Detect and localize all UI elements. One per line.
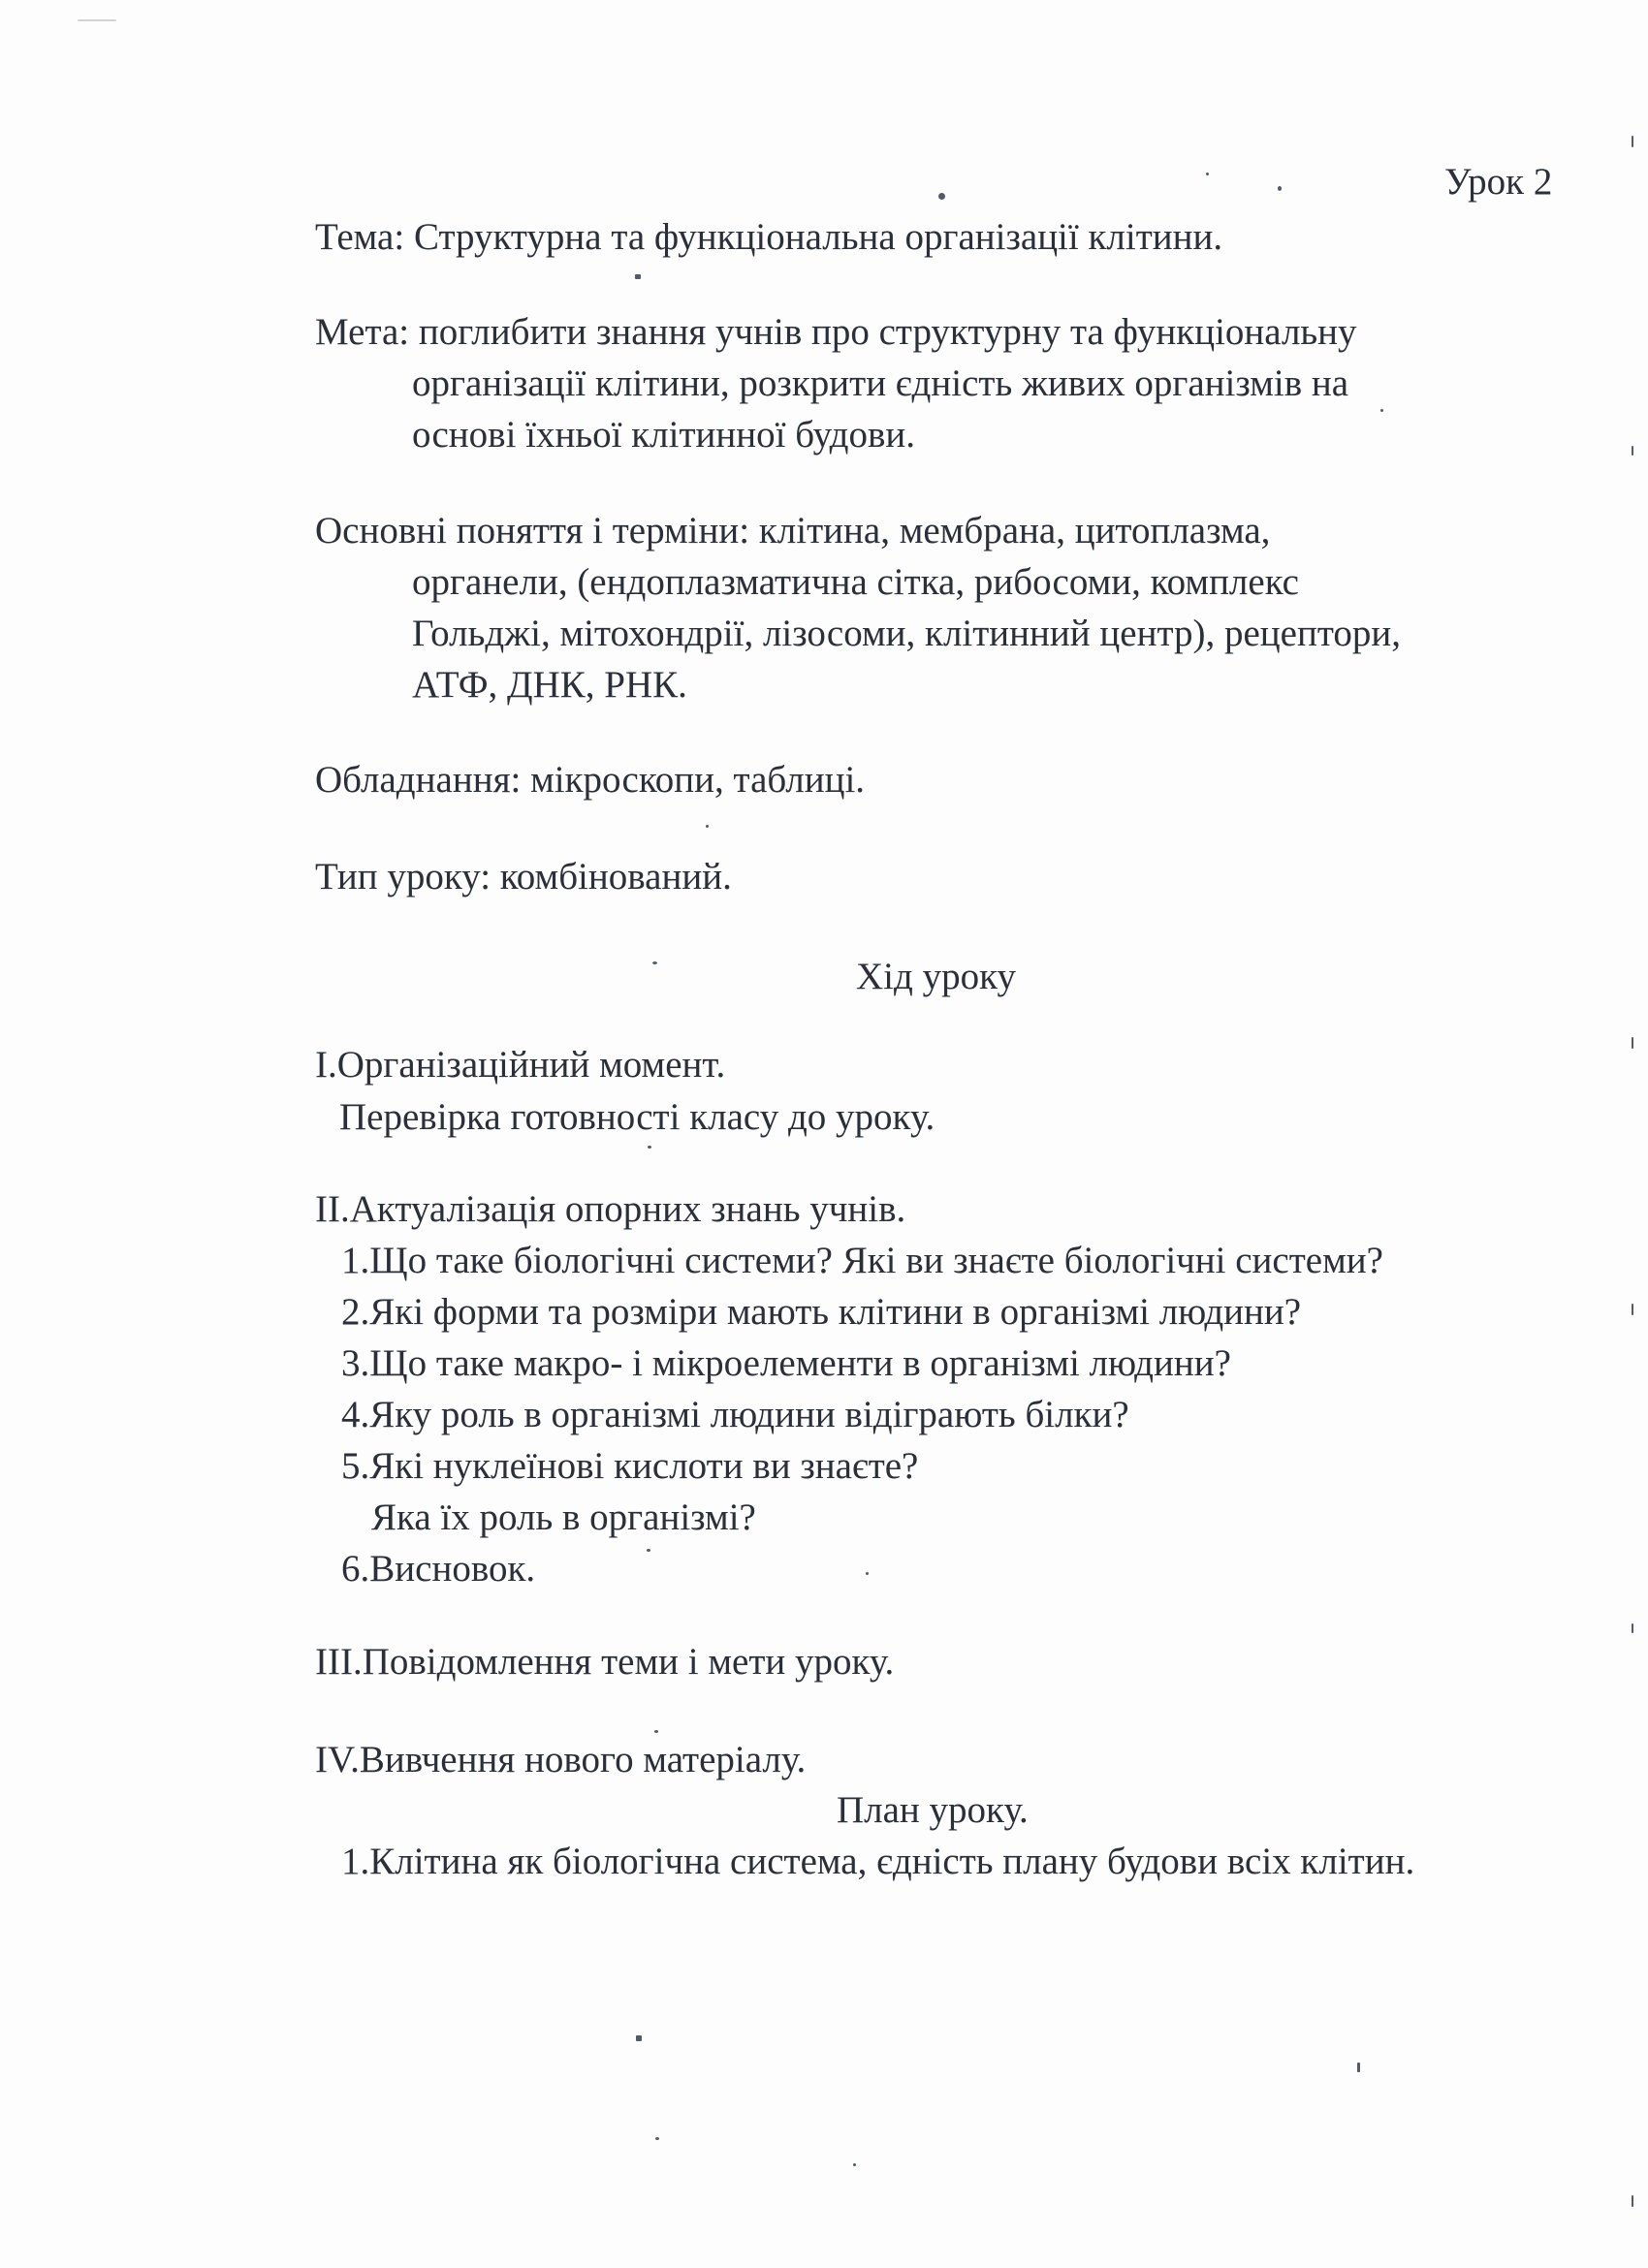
goal-line: Мета: поглибити знання учнів про структурну та функціональну [315,311,1357,353]
scan-speck [648,1146,651,1149]
scan-speck [1632,1037,1633,1049]
question-item: Яка їх роль в організмі? [371,1496,756,1538]
lesson-topic: Тема: Структурна та функціональна організації клітини. [315,216,1223,258]
scan-speck [1632,1304,1633,1315]
scan-speck [1206,173,1209,175]
question-item: 3.Що таке макро- і мікроелементи в організмі людини? [341,1342,1231,1384]
question-item: 6.Висновок. [341,1548,536,1590]
question-item: 4.Яку роль в організмі людини відіграють білки? [341,1394,1129,1435]
section-title: IV.Вивчення нового матеріалу. [315,1739,807,1780]
course-heading: Хід уроку [856,956,1016,997]
scan-speck [1632,446,1633,456]
scan-speck [1632,136,1633,147]
scan-speck [1380,409,1383,412]
section-title: III.Повідомлення теми і мети уроку. [315,1641,895,1683]
concepts-line: органели, (ендоплазматична сітка, рибосоми, комплекс [412,561,1299,603]
scan-speck [636,2035,642,2041]
section-title: II.Актуалізація опорних знань учнів. [315,1188,906,1230]
scan-speck [647,1549,650,1552]
concepts-line: Основні поняття і терміни: клітина, мембрана, цитоплазма, [315,510,1271,551]
question-item: 1.Що таке біологічні системи? Які ви знаєте біологічні системи? [341,1240,1383,1281]
scan-speck [635,274,641,279]
scan-speck [655,2137,659,2140]
equipment-line: Обладнання: мікроскопи, таблиці. [315,759,866,801]
goal-line: основі їхньої клітинної будови. [412,414,915,456]
question-item: 2.Які форми та розміри мають клітини в організмі людини? [341,1291,1302,1333]
question-item: 5.Які нуклеїнові кислоти ви знаєте? [341,1445,919,1487]
concepts-line: АТФ, ДНК, РНК. [412,664,687,706]
section-text: Перевірка готовності класу до уроку. [339,1096,935,1138]
scan-speck [866,1572,869,1575]
plan-item: 1.Клітина як біологічна система, єдність плану будови всіх клітин. [341,1841,1415,1882]
section-title: I.Організаційний момент. [315,1044,726,1086]
scan-speck [654,1730,658,1733]
goal-line: організації клітини, розкрити єдність живих організмів на [412,362,1349,404]
lesson-number: Урок 2 [1444,161,1553,203]
scan-speck [1278,186,1282,191]
concepts-line: Гольджі, мітохондрії, лізосоми, клітинний центр), рецептори, [412,613,1401,654]
scan-speck [652,961,657,964]
scan-speck [78,19,116,21]
scan-speck [1632,2195,1633,2207]
plan-heading: План уроку. [837,1789,1029,1831]
lesson-type-line: Тип уроку: комбінований. [315,856,732,898]
scan-speck [1632,1623,1633,1633]
scan-speck [1357,2063,1360,2072]
scan-speck [938,193,945,200]
scan-speck [853,2163,856,2166]
scan-speck [706,825,709,828]
